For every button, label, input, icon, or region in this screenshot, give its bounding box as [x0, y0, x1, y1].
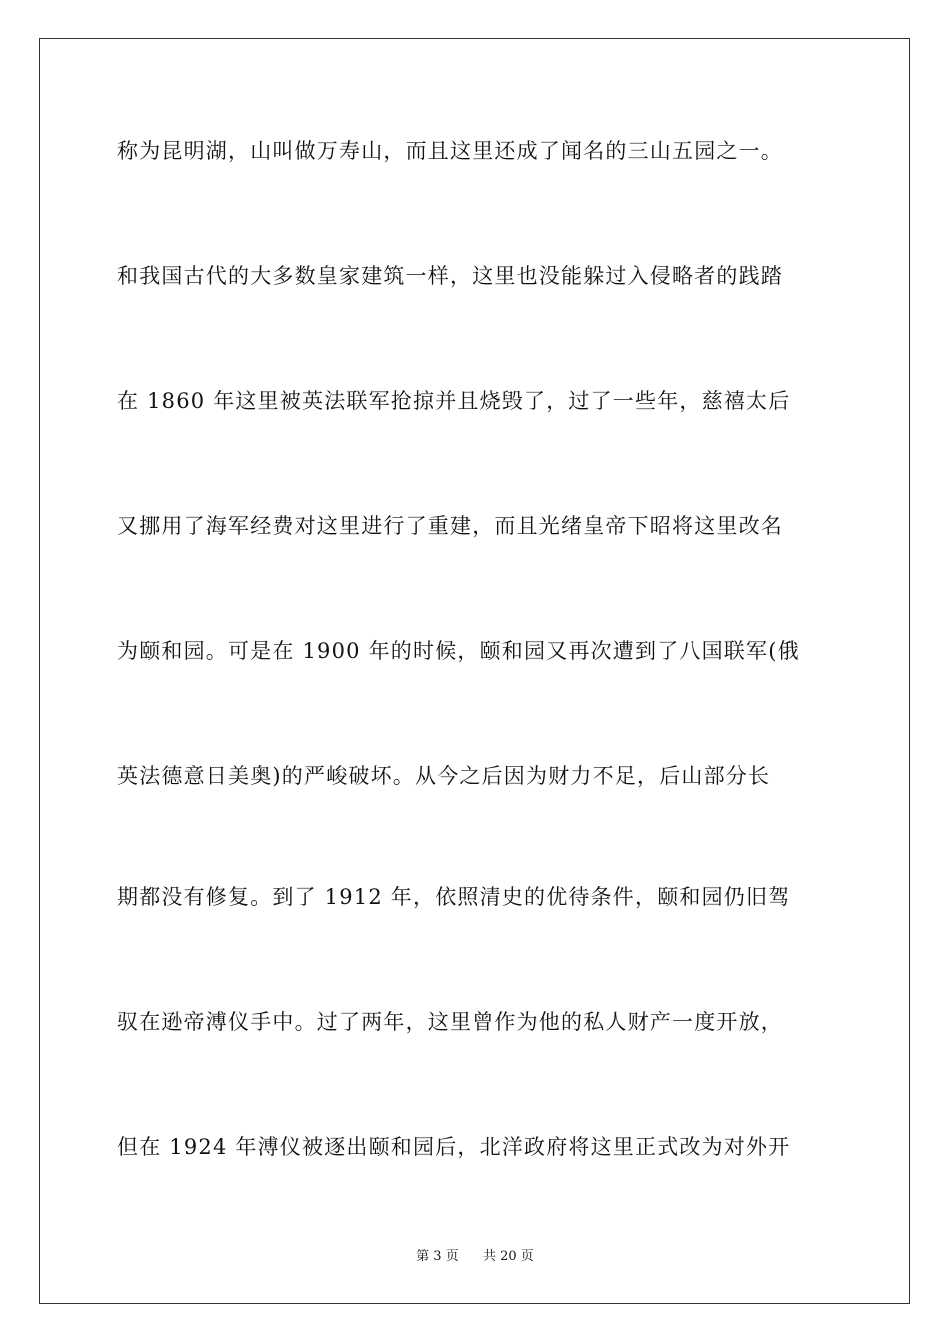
body-text-line: 驭在逊帝溥仪手中。过了两年，这里曾作为他的私人财产一度开放， — [117, 1010, 783, 1034]
body-text-line: 称为昆明湖，山叫做万寿山，而且这里还成了闻名的三山五园之一。 — [117, 139, 783, 163]
body-text-line: 在 1860 年这里被英法联军抢掠并且烧毁了，过了一些年，慈禧太后 — [117, 389, 791, 413]
page-border — [39, 38, 910, 1304]
body-text-line: 又挪用了海军经费对这里进行了重建，而且光绪皇帝下昭将这里改名 — [117, 514, 783, 538]
page-number-total: 共 20 页 — [483, 1249, 534, 1264]
body-text-line: 但在 1924 年溥仪被逐出颐和园后，北洋政府将这里正式改为对外开 — [117, 1135, 791, 1159]
page-number-current: 第 3 页 — [416, 1249, 459, 1264]
body-text-line: 英法德意日美奥)的严峻破坏。从今之后因为财力不足，后山部分长 — [117, 764, 771, 788]
body-text-line: 期都没有修复。到了 1912 年，依照清史的优待条件，颐和园仍旧驾 — [117, 885, 791, 909]
body-text-line: 为颐和园。可是在 1900 年的时候，颐和园又再次遭到了八国联军(俄 — [117, 639, 800, 663]
body-text-line: 和我国古代的大多数皇家建筑一样，这里也没能躲过入侵略者的践踏 — [117, 264, 783, 288]
page-footer — [0, 1248, 950, 1266]
